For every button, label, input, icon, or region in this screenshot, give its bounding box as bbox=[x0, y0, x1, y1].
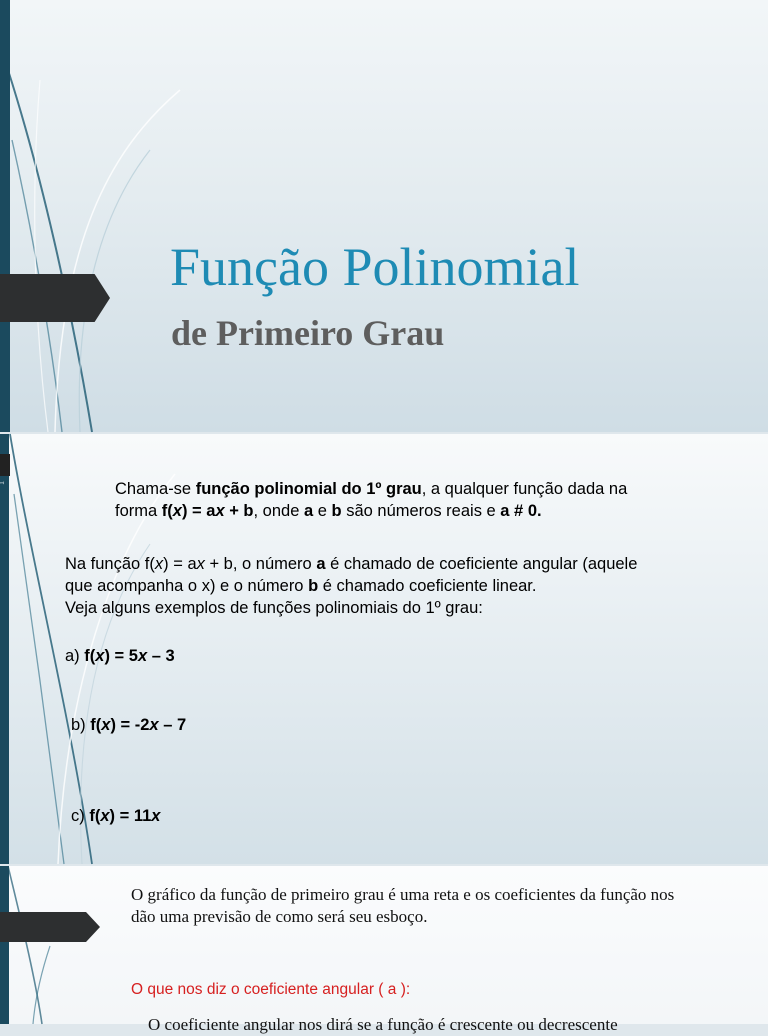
text: Na função f( bbox=[65, 555, 155, 573]
example-a bbox=[65, 646, 175, 666]
text: + b bbox=[224, 502, 254, 520]
variable-x: x bbox=[151, 807, 161, 825]
slide-title: Função Polinomial bbox=[170, 237, 580, 297]
text: ) = 5 bbox=[104, 647, 138, 665]
text: f( bbox=[89, 807, 101, 825]
text: que acompanha o x) e o número bbox=[65, 577, 309, 595]
variable-x: x bbox=[215, 502, 225, 520]
variable-x: x bbox=[95, 647, 105, 665]
text: f( bbox=[161, 502, 173, 520]
graph-text-line-3: O coeficiente angular nos dirá se a função é crescente ou decrescente bbox=[148, 1015, 618, 1034]
text-bold: a bbox=[316, 555, 326, 573]
text: , a qualquer função dada na bbox=[421, 480, 628, 498]
text-bold: a # 0. bbox=[500, 502, 542, 520]
slide-number: 1 bbox=[0, 481, 6, 485]
graph-text-line-2: dão uma previsão de como será seu esboço. bbox=[131, 907, 428, 926]
title-slide bbox=[0, 0, 768, 432]
text: f( bbox=[84, 647, 96, 665]
variable-x: x bbox=[196, 555, 205, 573]
title-tab-marker bbox=[0, 274, 110, 322]
text: ) = -2 bbox=[110, 716, 150, 734]
text: é chamado de coeficiente angular (aquele bbox=[325, 555, 638, 573]
definition-line-1 bbox=[115, 479, 627, 499]
text: – 7 bbox=[158, 716, 187, 734]
text: ) = a bbox=[181, 502, 216, 520]
examples-intro: Veja alguns exemplos de funções polinomiais do 1º grau: bbox=[65, 599, 483, 617]
text: ) = 11 bbox=[109, 807, 152, 825]
coefficients-line-1 bbox=[65, 554, 637, 574]
text: – 3 bbox=[147, 647, 175, 665]
left-accent-bar bbox=[0, 866, 9, 1024]
text-bold: b bbox=[331, 502, 342, 520]
variable-x: x bbox=[100, 807, 110, 825]
example-b bbox=[71, 715, 186, 735]
variable-x: x bbox=[154, 555, 164, 573]
coefficients-line-2 bbox=[65, 576, 536, 596]
text: Chama-se bbox=[115, 480, 196, 498]
text: f( bbox=[90, 716, 102, 734]
graph-text-line-1: O gráfico da função de primeiro grau é uma reta e os coeficientes da função nos bbox=[131, 885, 675, 904]
left-accent-bar bbox=[0, 434, 9, 864]
example-c bbox=[71, 806, 160, 826]
decorative-swoosh bbox=[0, 0, 200, 432]
text: é chamado coeficiente linear. bbox=[318, 577, 537, 595]
text: , onde bbox=[253, 502, 304, 520]
graph-slide bbox=[0, 866, 768, 1034]
definition-line-2 bbox=[115, 501, 542, 521]
variable-x: x bbox=[101, 716, 111, 734]
text: são números reais e bbox=[341, 502, 501, 520]
text: + b, o número bbox=[204, 555, 317, 573]
slide-subtitle: de Primeiro Grau bbox=[171, 313, 445, 353]
text: forma bbox=[115, 502, 162, 520]
slide-number-tab bbox=[0, 454, 10, 485]
text-bold: a bbox=[303, 502, 314, 520]
text: ) = a bbox=[163, 555, 197, 573]
left-accent-bar bbox=[0, 0, 10, 432]
text-bold: função polinomial do 1º grau bbox=[195, 480, 422, 498]
text-bold: b bbox=[308, 577, 319, 595]
definition-slide bbox=[0, 434, 768, 864]
section-tab-marker bbox=[0, 912, 100, 942]
text: e bbox=[313, 502, 332, 520]
variable-x: x bbox=[137, 647, 148, 665]
text: a) bbox=[65, 647, 85, 665]
variable-x: x bbox=[172, 502, 182, 520]
angular-coefficient-heading: O que nos diz o coeficiente angular ( a ): bbox=[131, 981, 411, 998]
variable-x: x bbox=[149, 716, 159, 734]
text: b) bbox=[71, 716, 91, 734]
text: c) bbox=[71, 807, 90, 825]
